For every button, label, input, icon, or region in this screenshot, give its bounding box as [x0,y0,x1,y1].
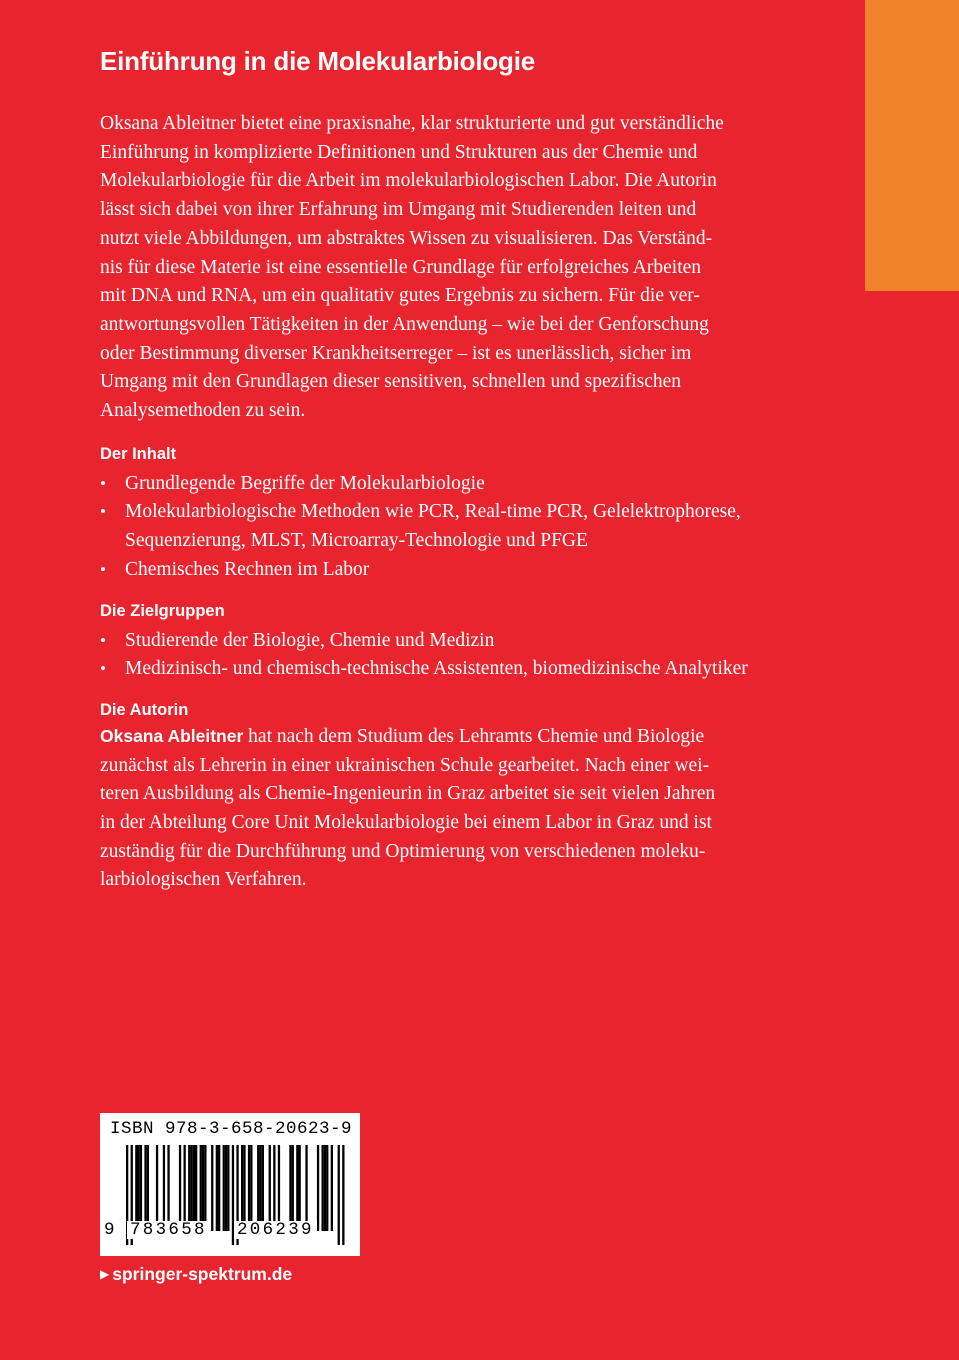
barcode-bar [292,1145,294,1231]
barcode-bar [156,1145,158,1231]
barcode-bar [193,1145,195,1231]
inhalt-item: • Grundlegende Begriffe der Molekularbiologie [100,470,814,499]
description-line: oder Bestimmung diverser Krankheitserreger – ist es unerlässlich, sicher im [100,342,692,364]
isbn-barcode [100,1113,360,1256]
barcode-bar [278,1145,280,1231]
orange-color-tab [865,0,959,291]
autorin-heading: Die Autorin [100,700,189,719]
barcode-bar [243,1145,245,1231]
zielgruppen-list [100,627,814,684]
bio-line: hat nach dem Studium des Lehramts Chemie und Biologie [243,725,705,747]
barcode-bar [216,1145,218,1231]
barcode-bar [289,1145,291,1231]
publisher-website[interactable] [100,1263,292,1285]
barcode-bar [273,1145,275,1231]
barcode-bar [269,1145,271,1231]
barcode-bar [317,1145,319,1231]
barcode-bar [223,1145,225,1231]
barcode-bar [188,1145,190,1231]
barcode-bar [167,1145,169,1231]
barcode-bar [257,1145,259,1231]
barcode-bar [138,1145,140,1231]
barcode-bar [163,1145,165,1231]
barcode-bar [262,1145,264,1231]
barcode-bar [326,1145,328,1231]
barcode-bar [184,1145,186,1231]
website-text: springer-spektrum.de [112,1264,293,1284]
barcode-bar [144,1145,146,1231]
barcode-bar [259,1145,261,1231]
barcode-bar [305,1145,307,1231]
barcode-bar [218,1145,220,1231]
author-bio [100,722,814,895]
inhalt-list [100,470,814,585]
barcode-digit-first: 9 [104,1220,115,1240]
description-line: Umgang mit den Grundlagen dieser sensitiven, schnellen und spezifischen [100,371,682,393]
inhalt-item: • Chemisches Rechnen im Labor [100,556,814,585]
description-line: mit DNA und RNA, um ein qualitativ gutes Ergebnis zu sichern. Für die ver- [100,285,700,307]
barcode-bar [296,1145,298,1231]
inhalt-item-text: Molekularbiologische Methoden wie PCR, Real-time PCR, Gelelektrophorese, Sequenzierung, MLST, Microarray-Technologie und PFGE [125,501,741,552]
barcode-bar [200,1145,202,1231]
bio-line: in der Abteilung Core Unit Molekularbiologie bei einem Labor in Graz und ist [100,812,712,834]
back-cover-content [100,44,814,895]
inhalt-item [100,498,814,555]
description-line: Analysemethoden zu sein. [100,400,306,422]
barcode-bar [140,1145,142,1231]
barcode-bar [227,1145,229,1231]
description-line: nutzt viele Abbildungen, um abstraktes Wissen zu visualisieren. Das Verständ- [100,227,713,249]
bio-line: larbiologischen Verfahren. [100,869,307,891]
barcode-bar [241,1145,243,1231]
barcode-digit-group-1: 783658 [127,1221,210,1239]
barcode-bar [190,1145,192,1231]
description-line: Einführung in komplizierte Definitionen und Strukturen aus der Chemie und [100,141,698,163]
description-line: Molekularbiologie für die Arbeit im molekularbiologischen Labor. Die Autorin [100,170,717,192]
description-paragraph [100,110,814,426]
description-line: lässt sich dabei von ihrer Erfahrung im Umgang mit Studierenden leiten und [100,199,697,221]
book-title: Einführung in die Molekularbiologie [100,46,536,76]
zielgruppen-item: • Studierende der Biologie, Chemie und Medizin [100,627,814,656]
bio-line: zunächst als Lehrerin in einer ukrainischen Schule gearbeitet. Nach einer wei- [100,754,710,776]
zielgruppen-heading: Die Zielgruppen [100,601,225,620]
inhalt-heading: Der Inhalt [100,444,177,463]
barcode-bar [225,1145,227,1231]
barcode-guard-bar [338,1145,340,1245]
description-line: nis für diese Materie ist eine essentielle Grundlage für erfolgreiches Arbeiten [100,256,702,278]
barcode-bar [299,1145,301,1231]
barcode-bar [135,1145,137,1231]
barcode-bar [324,1145,326,1231]
bio-line: zuständig für die Durchführung und Optimierung von verschiedenen moleku- [100,840,706,862]
isbn-label: ISBN 978-3-658-20623-9 [110,1119,353,1139]
barcode-bar [322,1145,324,1231]
barcode-bar [250,1145,252,1231]
barcode-bar [248,1145,250,1231]
play-arrow-icon: ▶ [100,1267,110,1281]
barcode-bar [179,1145,181,1231]
bio-line: teren Ausbildung als Chemie-Ingenieurin in Graz arbeitet sie seit vielen Jahren [100,783,716,805]
description-line: Oksana Ableitner bietet eine praxisnahe, klar strukturierte und gut verständliche [100,113,724,134]
barcode-digit-group-2: 206239 [234,1221,317,1239]
barcode-guard-bar [342,1145,344,1245]
description-line: antwortungsvollen Tätigkeiten in der Anwendung – wie bei der Genforschung [100,313,709,335]
author-name: Oksana Ableitner [100,725,244,746]
barcode-bar [195,1145,197,1231]
barcode-bar [202,1145,204,1231]
barcode-bar [331,1145,333,1231]
zielgruppen-item: • Medizinisch- und chemisch-technische Assistenten, biomedizinische Analytiker [100,655,814,684]
barcode-bar [211,1145,213,1231]
barcode-bar [147,1145,149,1231]
barcode-bar [204,1145,206,1231]
